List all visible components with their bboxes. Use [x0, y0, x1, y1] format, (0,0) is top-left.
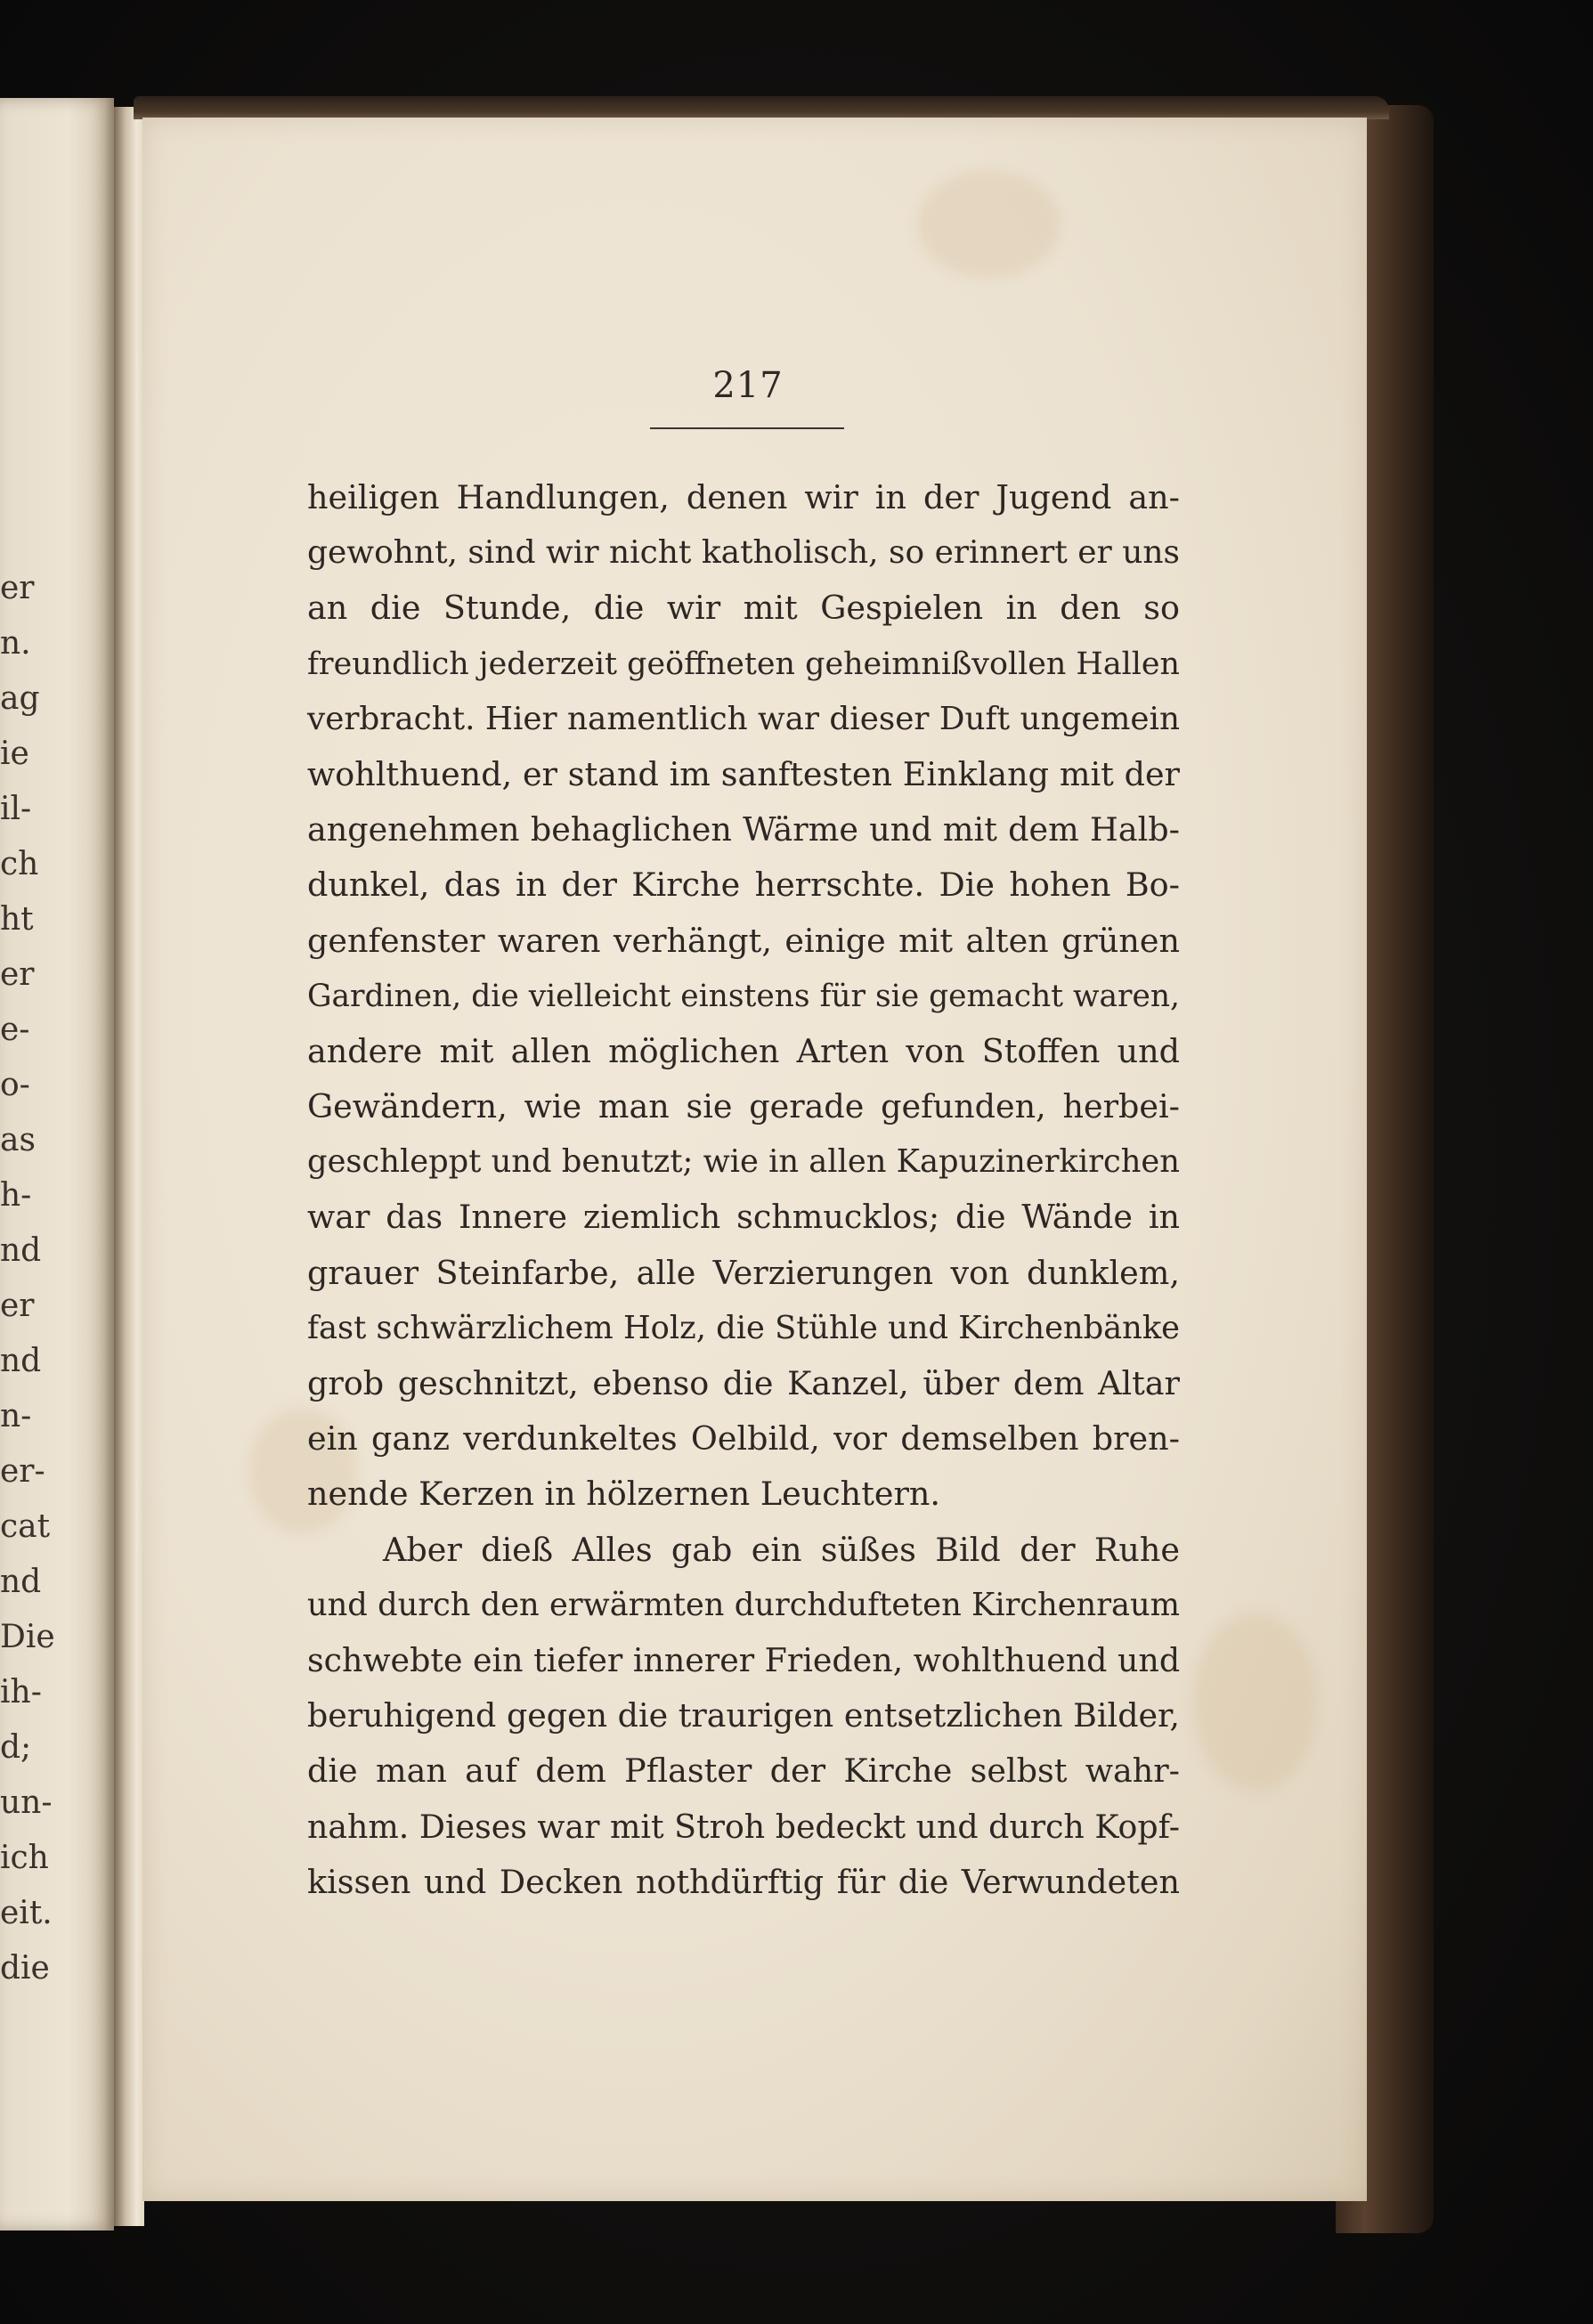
- book-cover-top: [134, 96, 1389, 119]
- text-line: gewohnt, sind wir nicht katholisch, so erinnert er uns: [307, 534, 1180, 572]
- left-page-fragment: er-: [0, 1453, 45, 1490]
- paper-stain: [917, 171, 1060, 278]
- text-line: grauer Steinfarbe, alle Verzierungen von dunklem,: [307, 1253, 1180, 1292]
- left-page-fragment: eit.: [0, 1895, 53, 1931]
- text-line: Gewändern, wie man sie gerade gefunden, herbei-: [307, 1087, 1180, 1126]
- text-line: wohlthuend, er stand im sanftesten Einklang mit der: [307, 754, 1180, 793]
- text-line: nahm. Dieses war mit Stroh bedeckt und durch Kopf-: [307, 1807, 1180, 1846]
- left-page-text-fragments: [0, 561, 55, 1996]
- left-page-fragment: as: [0, 1122, 36, 1158]
- text-line: ein ganz verdunkeltes Oelbild, vor demselben bren-: [307, 1419, 1180, 1459]
- left-page-fragment: ih-: [0, 1674, 42, 1710]
- text-line: an die Stunde, die wir mit Gespielen in den so: [307, 589, 1180, 628]
- text-line: grob geschnitzt, ebenso die Kanzel, über dem Altar: [307, 1364, 1180, 1402]
- body-text: [307, 470, 1180, 1910]
- text-line: geschleppt und benutzt; wie in allen Kapuzinerkirchen: [307, 1143, 1180, 1181]
- left-page-fragment: er: [0, 956, 35, 993]
- text-line: kissen und Decken nothdürftig für die Verwundeten: [307, 1862, 1180, 1901]
- text-line: dunkel, das in der Kirche herrschte. Die hohen Bo-: [307, 865, 1180, 905]
- left-page-fragment: ch: [0, 846, 39, 882]
- left-page-fragment: er: [0, 1288, 35, 1324]
- left-page-fragment: n-: [0, 1398, 32, 1434]
- left-page-fragment: n.: [0, 625, 31, 662]
- text-line: fast schwärzlichem Holz, die Stühle und Kirchenbänke: [307, 1309, 1180, 1346]
- text-line: war das Innere ziemlich schmucklos; die Wände in: [307, 1198, 1180, 1237]
- left-page-fragment: die: [0, 1950, 50, 1987]
- text-line: und durch den erwärmten durchdufteten Kirchenraum: [307, 1586, 1180, 1623]
- text-line: angenehmen behaglichen Wärme und mit dem Halb-: [307, 810, 1180, 849]
- text-line: nende Kerzen in hölzernen Leuchtern.: [307, 1475, 941, 1514]
- text-line: verbracht. Hier namentlich war dieser Duft ungemein: [307, 700, 1180, 737]
- left-page-fragment: ie: [0, 735, 29, 772]
- paper-stain: [1193, 1613, 1318, 1792]
- left-page-fragment: h-: [0, 1177, 32, 1214]
- left-page-fragment: d;: [0, 1729, 32, 1766]
- left-page-fragment: Die: [0, 1619, 55, 1655]
- left-page-fragment: ich: [0, 1840, 49, 1876]
- book-gutter: [114, 107, 144, 2226]
- text-line: beruhigend gegen die traurigen entsetzlichen Bilder,: [307, 1696, 1180, 1735]
- left-page-fragment: o-: [0, 1067, 30, 1103]
- left-page-fragment: e-: [0, 1012, 30, 1048]
- left-page-fragment: nd: [0, 1564, 42, 1600]
- text-line: freundlich jederzeit geöffneten geheimnißvollen Hallen: [307, 646, 1180, 682]
- left-page-fragment: il-: [0, 791, 32, 827]
- left-page-fragment: er: [0, 570, 35, 606]
- text-line: schwebte ein tiefer innerer Frieden, wohlthuend und: [307, 1640, 1181, 1679]
- left-page-fragment: ag: [0, 680, 40, 717]
- text-line: Aber dieß Alles gab ein süßes Bild der Ruhe: [383, 1530, 1180, 1569]
- left-page-fragment: nd: [0, 1232, 42, 1269]
- page-number: 217: [712, 365, 784, 406]
- text-line: andere mit allen möglichen Arten von Stoffen und: [307, 1031, 1180, 1070]
- text-line: Gardinen, die vielleicht einstens für sie gemacht waren,: [307, 978, 1180, 1014]
- text-line: genfenster waren verhängt, einige mit alten grünen: [307, 921, 1180, 960]
- text-line: heiligen Handlungen, denen wir in der Jugend an-: [307, 478, 1180, 516]
- left-page-fragment: nd: [0, 1343, 42, 1379]
- header-rule: [650, 427, 844, 429]
- left-page-fragment: ht: [0, 901, 34, 938]
- left-page-edge: [0, 98, 114, 2231]
- left-page-fragment: cat: [0, 1508, 51, 1545]
- text-line: die man auf dem Pflaster der Kirche selbst wahr-: [307, 1751, 1180, 1791]
- left-page-fragment: un-: [0, 1784, 53, 1821]
